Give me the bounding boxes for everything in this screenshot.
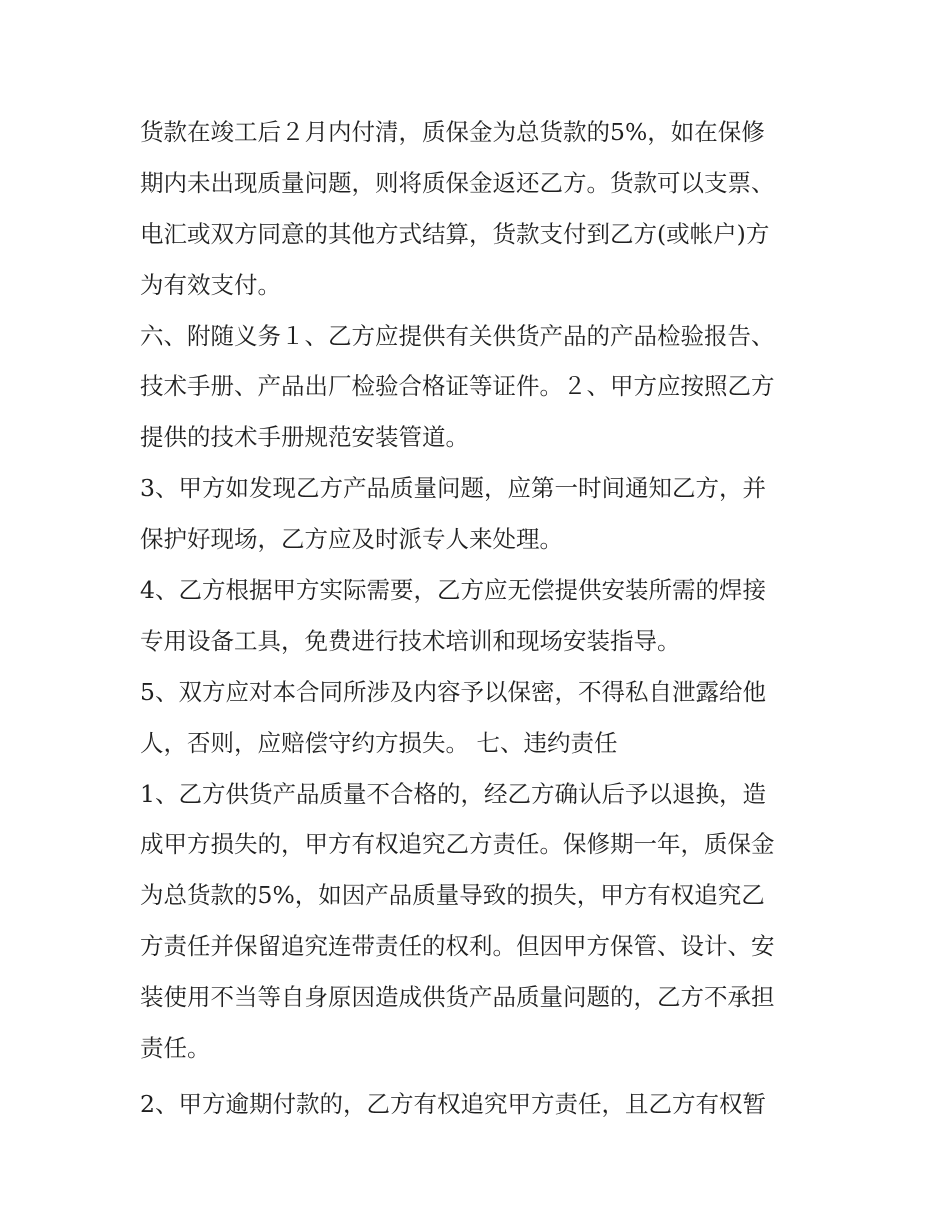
text-line: 提供的技术手册规范安装管道。 [140,423,469,452]
text-line: 专用设备工具，免费进行技术培训和现场安装指导。 [140,626,681,655]
document-page [140,107,820,1130]
text-line: 成甲方损失的，甲方有权追究乙方责任。保修期一年，质保金 [140,830,775,859]
text-line: 装使用不当等自身原因造成供货产品质量问题的，乙方不承担 [140,983,775,1012]
text-line: 4、乙方根据甲方实际需要，乙方应无偿提供安装所需的焊接 [140,576,766,605]
text-line: 货款在竣工后２月内付清，质保金为总货款的5%，如在保修 [140,118,765,146]
text-line: 保护好现场，乙方应及时派专人来处理。 [140,525,563,554]
text-line: 六、附随义务１、乙方应提供有关供货产品的产品检验报告、 [140,321,775,350]
text-line: 1、乙方供货产品质量不合格的，经乙方确认后予以退换，造 [140,779,766,808]
text-line: 为总货款的5%，如因产品质量导致的损失，甲方有权追究乙 [140,881,765,910]
text-line: 5、双方应对本合同所涉及内容予以保密，不得私自泄露给他 [140,677,766,706]
text-line: 期内未出现质量问题，则将质保金返还乙方。货款可以支票、 [140,168,775,197]
text-line: 2、甲方逾期付款的，乙方有权追究甲方责任，且乙方有权暂 [140,1089,766,1118]
text-line: 电汇或双方同意的其他方式结算，货款支付到乙方(或帐户)方 [140,219,770,248]
text-line: 技术手册、产品出厂检验合格证等证件。２、甲方应按照乙方 [140,372,775,401]
text-line: 为有效支付。 [140,270,281,299]
text-line: 人，否则，应赔偿守约方损失。 七、违约责任 [140,728,618,757]
text-line: 责任。 [140,1034,211,1063]
text-line: 方责任并保留追究连带责任的权利。但因甲方保管、设计、安 [140,932,775,961]
text-line: 3、甲方如发现乙方产品质量问题，应第一时间通知乙方，并 [140,474,766,503]
